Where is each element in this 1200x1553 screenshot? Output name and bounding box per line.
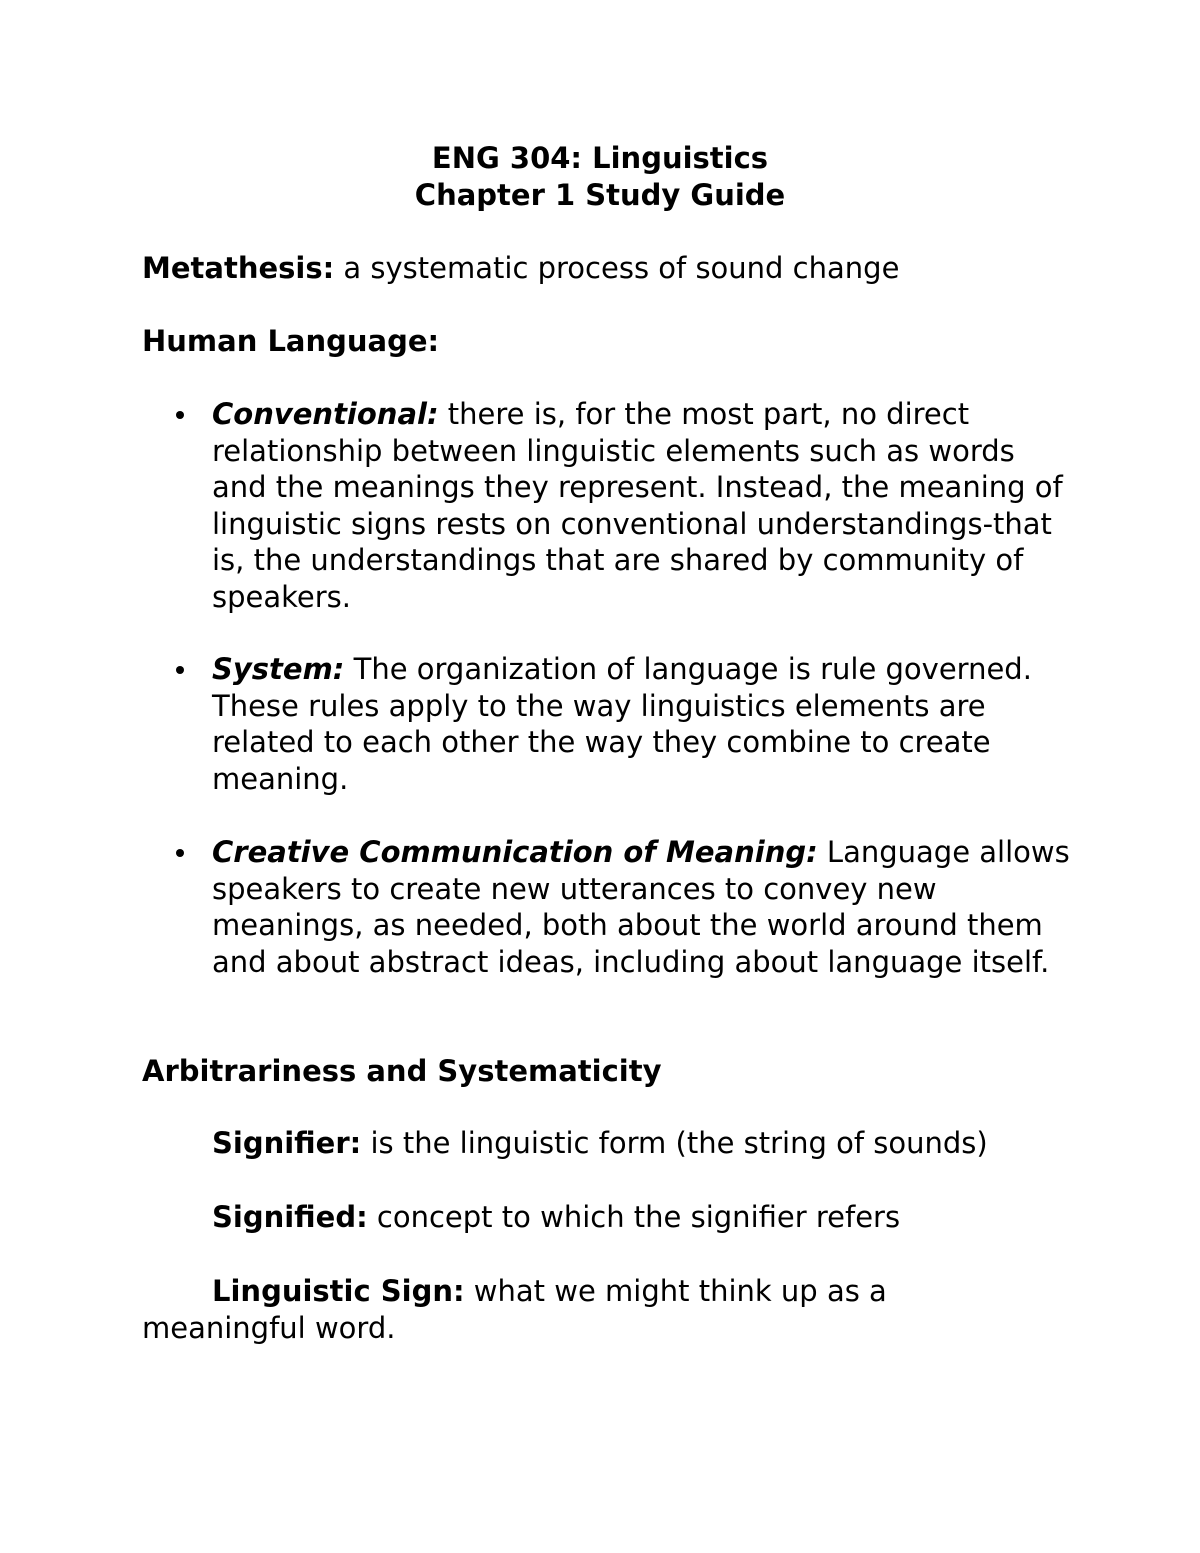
conventional-term: Conventional: xyxy=(212,397,439,431)
system-term: System: xyxy=(212,652,345,686)
metathesis-text: a systematic process of sound change xyxy=(334,251,900,285)
creative-communication-term: Creative Communication of Meaning: xyxy=(212,835,818,869)
bullet-icon xyxy=(176,849,184,857)
metathesis-term: Metathesis: xyxy=(142,251,335,285)
system-text: The organization of language is rule governed. These rules apply to the way linguistics elements are related to each other the way they combine to create meaning. xyxy=(212,652,1032,796)
list-item xyxy=(212,396,1072,615)
arbitrariness-heading: Arbitrariness and Systematicity xyxy=(142,1054,662,1088)
signifier-text: is the linguistic form (the string of sounds) xyxy=(361,1126,988,1160)
guide-title: Chapter 1 Study Guide xyxy=(414,178,786,212)
bullet-icon xyxy=(176,411,184,419)
signifier-term: Signifier: xyxy=(212,1126,362,1160)
list-item xyxy=(212,651,1072,797)
linguistic-sign-term: Linguistic Sign: xyxy=(212,1274,465,1308)
signified-text: concept to which the signifier refers xyxy=(367,1200,901,1234)
signified-term: Signified: xyxy=(212,1200,368,1234)
linguistic-sign-definition xyxy=(142,1273,992,1346)
metathesis-definition xyxy=(142,250,1102,287)
bullet-icon xyxy=(176,666,184,674)
conventional-text: there is, for the most part, no direct relationship between linguistic elements such as words and the meanings they represent. Instead, the meaning of linguistic signs rests on conventional understandings-that is, the understandings that are shared by community of speakers. xyxy=(212,397,1063,614)
creative-communication-text: Language allows speakers to create new utterances to convey new meanings, as needed, both about the world around them and about abstract ideas, including about language itself. xyxy=(212,835,1070,979)
linguistic-sign-text: what we might think up as a meaningful word. xyxy=(142,1274,887,1345)
list-item xyxy=(212,834,1072,980)
signifier-definition xyxy=(212,1125,1112,1162)
title-block xyxy=(0,140,1200,214)
course-title: ENG 304: Linguistics xyxy=(431,141,769,175)
human-language-heading: Human Language: xyxy=(142,324,440,358)
signified-definition xyxy=(212,1199,1112,1236)
